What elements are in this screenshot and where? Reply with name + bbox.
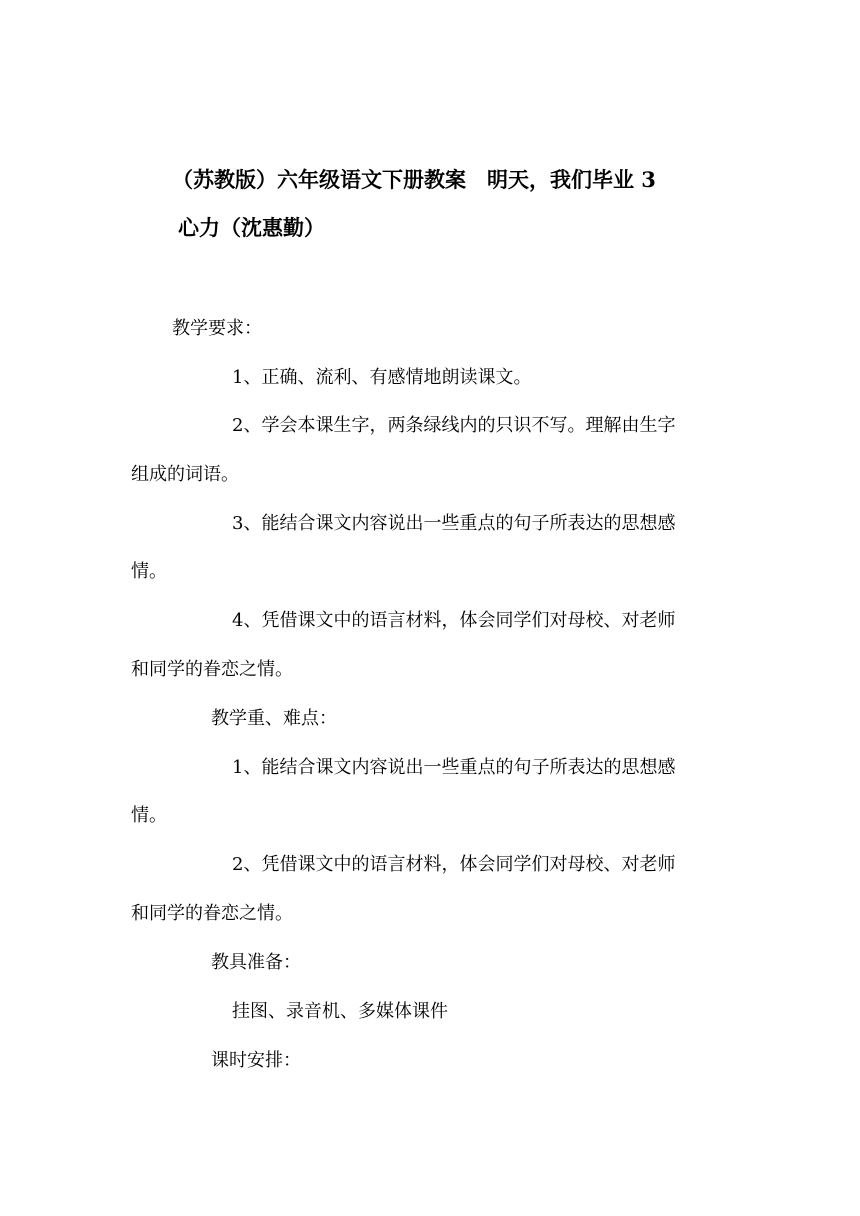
materials-heading: 教具准备： bbox=[211, 952, 301, 973]
materials-content: 挂图、录音机、多媒体课件 bbox=[232, 1001, 448, 1022]
requirement-item-3-line-1: 3、能结合课文内容说出一些重点的句子所表达的思想感 bbox=[232, 513, 676, 534]
teaching-requirements-heading: 教学要求： bbox=[172, 318, 262, 339]
document-title-line-2: 心力（沈惠勤） bbox=[178, 215, 325, 240]
requirement-item-3-line-2: 情。 bbox=[131, 561, 167, 582]
key-points-heading: 教学重、难点： bbox=[211, 708, 337, 729]
key-point-item-1-line-1: 1、能结合课文内容说出一些重点的句子所表达的思想感 bbox=[232, 757, 676, 778]
requirement-item-2-line-1: 2、学会本课生字，两条绿线内的只识不写。理解由生字 bbox=[232, 415, 676, 436]
key-point-item-1-line-2: 情。 bbox=[131, 805, 167, 826]
requirement-item-2-line-2: 组成的词语。 bbox=[131, 464, 239, 485]
schedule-heading: 课时安排： bbox=[211, 1050, 301, 1071]
key-point-item-2-line-2: 和同学的眷恋之情。 bbox=[131, 903, 293, 924]
requirement-item-4-line-2: 和同学的眷恋之情。 bbox=[131, 659, 293, 680]
key-point-item-2-line-1: 2、凭借课文中的语言材料，体会同学们对母校、对老师 bbox=[232, 854, 676, 875]
document-title-line-1: （苏教版）六年级语文下册教案 明天，我们毕业 3 bbox=[172, 167, 656, 192]
requirement-item-4-line-1: 4、凭借课文中的语言材料，体会同学们对母校、对老师 bbox=[232, 610, 676, 631]
requirement-item-1: 1、正确、流利、有感情地朗读课文。 bbox=[232, 367, 532, 388]
